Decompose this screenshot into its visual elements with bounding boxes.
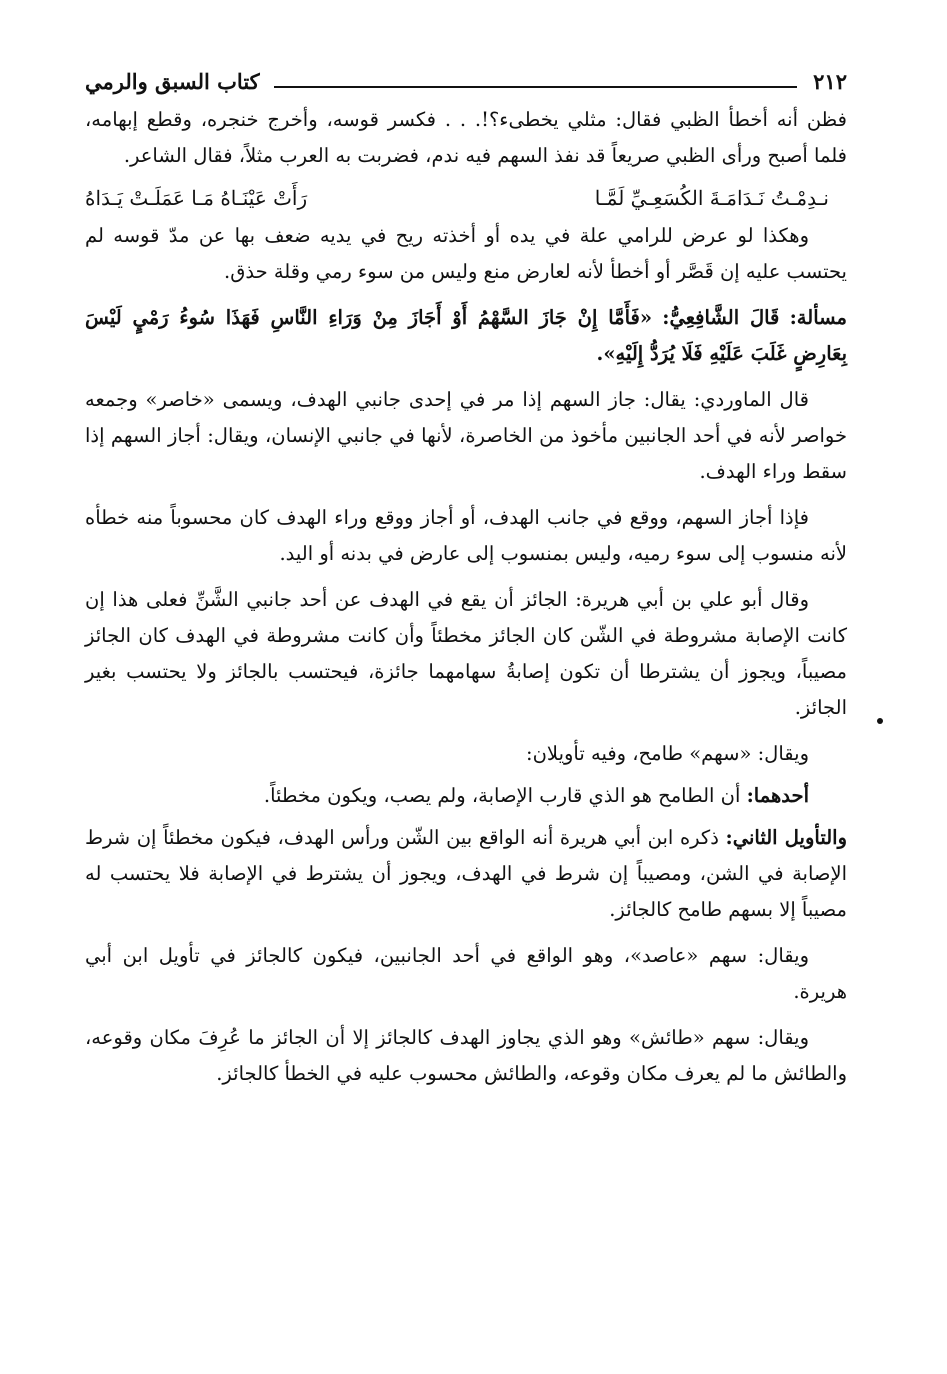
paragraph-masala: [85, 300, 847, 372]
verse-first-hemistich: نـدِمْـتُ نَـدَامَـةَ الكُسَعِـيِّ لَمَّـا: [594, 186, 829, 210]
paragraph-second-interpretation: [85, 820, 847, 928]
poetry-verse: [85, 180, 847, 216]
paragraph-ajaz: فإذا أجاز السهم، ووقع في جانب الهدف، أو أجاز ووقع وراء الهدف كان محسوباً منه خطأه لأنه منسوب إلى سوء رميه، وليس بمنسوب إلى عارض في بدنه أو اليد.: [85, 506, 847, 565]
paragraph-story: فظن أنه أخطأ الظبي فقال: مثلي يخطىء؟!. . . فكسر قوسه، وأخرج خنجره، وقطع إبهامه، فلما أصبح ورأى الظبي صريعاً قد نفذ السهم فيه ندم، فضربت به العرب مثلاً، فقال الشاعر.: [85, 108, 847, 167]
verse-second-hemistich: رَأَتْ عَيْنَـاهُ مَـا عَمَلَـتْ يَـدَاهُ: [85, 186, 308, 210]
paragraph-abu-ali: وقال أبو علي بن أبي هريرة: الجائز أن يقع في الهدف عن أحد جانبي الشَّنِّ فعلى هذا إن كانت الإصابة مشروطة في الشّن كان الجائز مخطئاً وأن كانت مشروطة في الهدف كان الجائز مصيباً، ويجوز أن يشترطا أن تكون إصابةُ سهامهما جائزة، فيحتسب بالجائز ولا يحتسب بغير الجائز.: [85, 588, 847, 719]
page-number: ٢١٢: [813, 69, 847, 94]
shafii-said: قَالَ الشَّافِعِيُّ:: [662, 306, 780, 329]
paragraph-illness: وهكذا لو عرض للرامي علة في يده أو أخذته ريح في يديه ضعف بها عن مدّ قوسه لم يحتسب عليه إن قَصَّر أو أخطأ لأنه لعارض منع وليس من سوء رمي وقلة حذق.: [85, 224, 847, 283]
paragraph-first-interpretation: [85, 778, 847, 814]
margin-dot: [877, 718, 883, 724]
page-body: [85, 102, 847, 1092]
second-interpretation-label: والتأويل الثاني:: [725, 826, 847, 849]
first-interpretation-text: أن الطامح هو الذي قارب الإصابة، ولم يصب، ويكون مخطئاً.: [263, 784, 741, 807]
paragraph-tamih: ويقال: «سهم» طامح، وفيه تأويلان:: [526, 742, 809, 765]
paragraph-mawardi: قال الماوردي: يقال: جاز السهم إذا مر في إحدى جانبي الهدف، ويسمى «خاصر» وجمعه خواصر لأنه في أحد الجانبين مأخوذ من الخاصرة، لأنها في جانبي الإنسان، ويقال: أجاز السهم إذا سقط وراء الهدف.: [85, 388, 847, 483]
shafii-quote: «فَأَمَّا إِنْ جَازَ السَّهْمُ أَوْ أَجَازَ مِنْ وَرَاءِ النَّاسِ فَهَذَا سُوءُ رَمْيٍ لَيْسَ بِعَارِضٍ غَلَبَ عَلَيْهِ فَلَا يُرَدُّ إِلَيْهِ».: [85, 306, 847, 365]
first-interpretation-label: أحدهما:: [746, 784, 809, 807]
second-interpretation-text: ذكره ابن أبي هريرة أنه الواقع بين الشّن ورأس الهدف، فيكون مخطئاً إن شرط الإصابة في الشن، ومصيباً إن شرط في الهدف، ويجوز أن يشترط في الإصابة فلا يحتسب له مصيباً إلا بسهم طامح كالجائز.: [85, 826, 847, 921]
page-header: [85, 62, 847, 96]
masala-label: مسألة:: [789, 306, 847, 329]
paragraph-taish: ويقال: سهم «طائش» وهو الذي يجاوز الهدف كالجائز إلا أن الجائز ما عُرِفَ مكان وقوعه، والطائش ما لم يعرف مكان وقوعه، والطائش محسوب عليه في الخطأ كالجائز.: [85, 1026, 847, 1085]
header-rule: [274, 86, 798, 88]
book-title: كتاب السبق والرمي: [85, 69, 260, 94]
paragraph-asid: ويقال: سهم «عاصد»، وهو الواقع في أحد الجانبين، فيكون كالجائز في تأويل ابن أبي هريرة.: [85, 944, 847, 1003]
